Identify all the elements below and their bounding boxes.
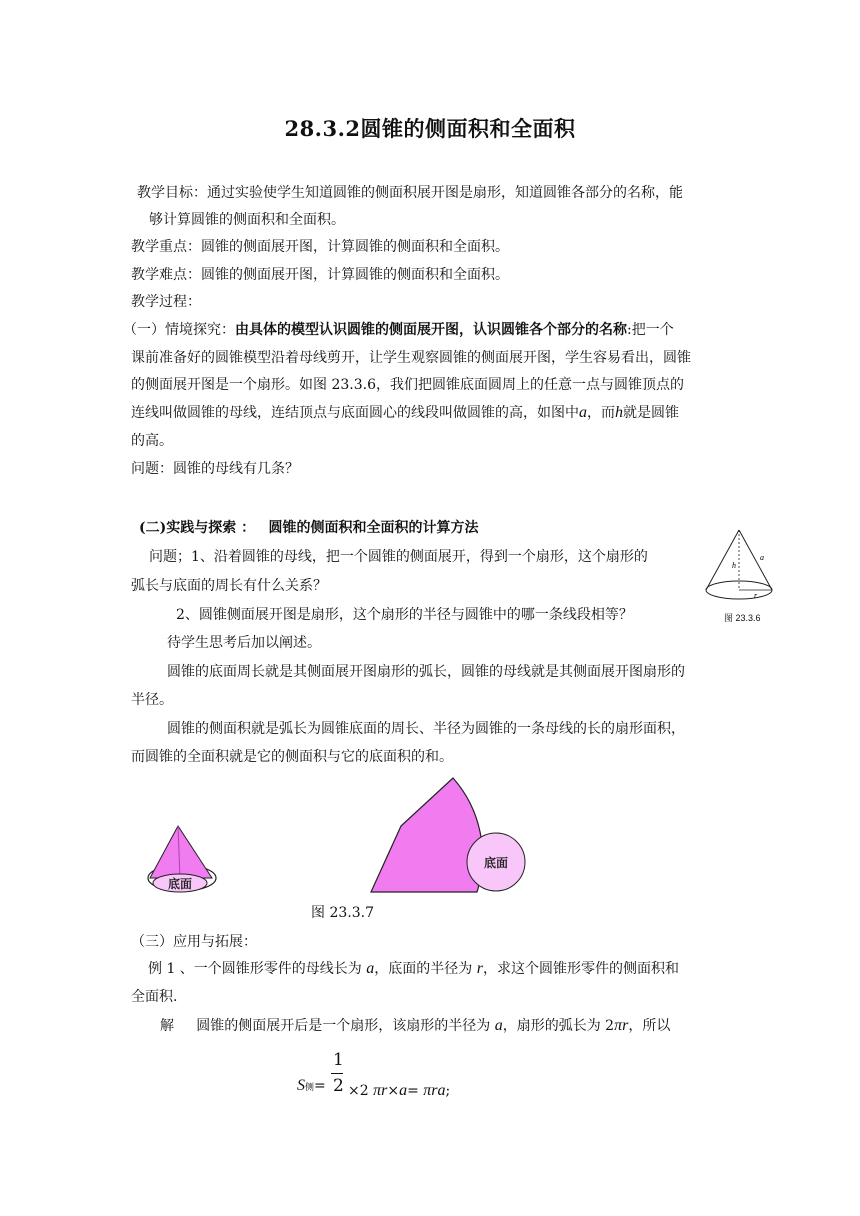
formula-equals-2: = <box>407 1083 419 1099</box>
formula-equals: = <box>314 1078 326 1094</box>
page-title: 28.3.2圆锥的侧面积和全面积 <box>284 116 576 141</box>
section3-heading: （三）应用与拓展： <box>131 934 257 950</box>
label-a: a <box>760 553 764 562</box>
section1-line2: 课前准备好的圆锥模型沿着母线剪开，让学生观察圆锥的侧面展开图，学生容易看出，圆锥 <box>131 350 691 366</box>
question2: 2、圆锥侧面展开图是扇形，这个扇形的半径与圆锥中的哪一条线段相等？ <box>176 607 633 623</box>
process-label: 教学过程： <box>131 294 201 310</box>
para1-line2: 半径。 <box>131 692 173 708</box>
pink-cone-figure <box>140 820 230 900</box>
solution-line <box>160 1016 670 1036</box>
section1-line4-text: 连线叫做圆锥的母线，连结顶点与底面圆心的线段叫做圆锥的高，如图中 <box>131 405 579 421</box>
formula-r: r <box>381 1082 388 1099</box>
solution-text-c: ，所以 <box>628 1018 671 1034</box>
section1-suffix: :把一个 <box>627 322 674 338</box>
formula-lhs <box>297 1077 326 1095</box>
formula-rhs <box>348 1082 450 1100</box>
cone-base-label: 底面 <box>167 877 193 891</box>
formula-pi-2: π <box>423 1082 432 1099</box>
example1-line1 <box>148 959 679 979</box>
lateral-sector <box>371 778 483 892</box>
section1-line1 <box>123 320 674 340</box>
key-point: 教学重点：圆锥的侧面展开图，计算圆锥的侧面积和全面积。 <box>131 239 509 255</box>
solution-label: 解 <box>160 1018 174 1034</box>
para1-line1: 圆锥的底面周长就是其侧面展开图扇形的弧长，圆锥的母线就是其侧面展开图扇形的 <box>167 664 685 680</box>
solution-pi: π <box>614 1017 623 1034</box>
fraction-bar <box>331 1073 343 1074</box>
label-h: h <box>732 561 736 570</box>
label-r: r <box>754 591 758 600</box>
formula-a: a <box>399 1082 408 1099</box>
sector-net-figure <box>365 772 535 902</box>
example1-text-c: ，求这个圆锥形零件的侧面积和 <box>482 961 679 977</box>
var-a: a <box>579 404 587 421</box>
para2-line1: 圆锥的侧面积就是弧长为圆锥底面的周长、半径为圆锥的一条母线的长的扇形面积， <box>167 721 685 737</box>
section1-question: 问题：圆锥的母线有几条？ <box>131 461 299 477</box>
wait-note: 待学生思考后加以阐述。 <box>167 635 321 651</box>
question1-line2: 弧长与底面的周长有什么关系？ <box>131 578 327 594</box>
section1-line4-mid: ，而 <box>587 405 615 421</box>
formula-subscript: 侧 <box>305 1083 315 1093</box>
solution-var-a: a <box>494 1017 503 1034</box>
base-circle-label: 底面 <box>483 856 509 870</box>
section1-line4-end: 就是圆锥 <box>623 405 679 421</box>
formula-times: × <box>387 1083 400 1099</box>
formula-times-2: ×2 <box>348 1083 369 1099</box>
section1-line3: 的侧面展开图是一个扇形。如图 23.3.6，我们把圆锥底面圆周上的任意一点与圆锥顶点的 <box>131 377 684 393</box>
solution-var-r: r <box>622 1017 629 1034</box>
figure-23-3-7-caption: 图 23.3.7 <box>311 905 374 921</box>
figure-23-3-6-caption: 图 23.3.6 <box>724 613 761 623</box>
formula-denominator: 2 <box>333 1076 344 1096</box>
section1-prefix: （一）情境探究： <box>123 322 235 338</box>
section2-bold-heading: 圆锥的侧面积和全面积的计算方法 <box>268 520 479 536</box>
var-h: h <box>615 404 623 421</box>
section1-line4 <box>131 403 679 423</box>
formula-numerator: 1 <box>333 1050 344 1070</box>
example1-var-r: r <box>476 960 483 977</box>
section1-line5: 的高。 <box>131 433 173 449</box>
example1-var-a: a <box>366 960 375 977</box>
section1-bold-heading: 由具体的模型认识圆锥的侧面展开图，认识圆锥各个部分的名称 <box>235 322 627 338</box>
example1-text-b: ，底面的半径为 <box>374 961 477 977</box>
formula-ra: ra <box>431 1082 446 1099</box>
cone-figure-23-3-6 <box>700 528 780 608</box>
section2-prefix: (二)实践与探索 ： <box>139 520 256 536</box>
question1-line1: 问题；1、沿着圆锥的母线，把一个圆锥的侧面展开，得到一个扇形，这个扇形的 <box>149 549 648 565</box>
goal-line-2: 够计算圆锥的侧面积和全面积。 <box>149 212 345 228</box>
example1-line2: 全面积. <box>131 989 178 1005</box>
formula-S: S <box>297 1077 305 1094</box>
para2-line2: 而圆锥的全面积就是它的侧面积与它的底面积的和。 <box>131 749 453 765</box>
section2-heading <box>139 518 478 538</box>
goal-line-1: 教学目标：通过实验使学生知道圆锥的侧面积展开图是扇形，知道圆锥各部分的名称，能 <box>137 185 683 201</box>
pink-cone-body <box>150 826 212 878</box>
formula-semicolon: ; <box>445 1083 451 1099</box>
difficult-point: 教学难点：圆锥的侧面展开图，计算圆锥的侧面积和全面积。 <box>131 267 509 283</box>
formula-pi-1: π <box>373 1082 382 1099</box>
example1-text-a: 例 1 、一个圆锥形零件的母线长为 <box>148 961 367 977</box>
solution-text-a: 圆锥的侧面展开后是一个扇形，该扇形的半径为 <box>196 1018 495 1034</box>
solution-text-b: ，扇形的弧长为 2 <box>502 1018 615 1034</box>
